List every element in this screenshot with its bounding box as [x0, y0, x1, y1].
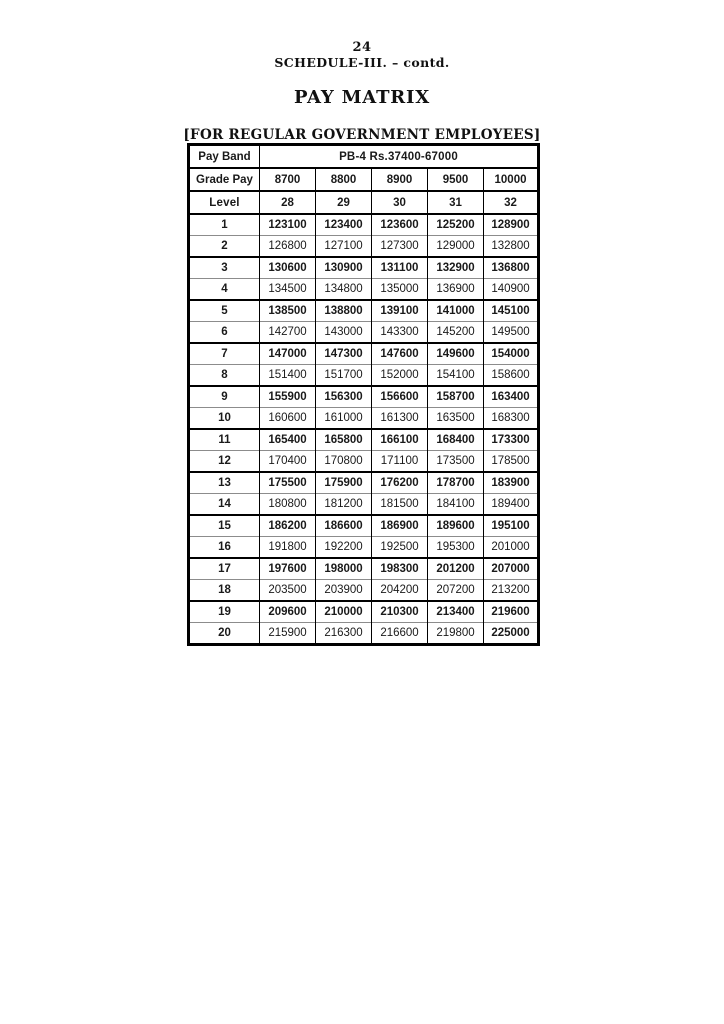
pay-value-cell: 201200 — [428, 558, 484, 580]
pay-value-cell: 195100 — [484, 515, 539, 537]
pay-matrix-data-row — [189, 343, 539, 365]
grade-pay-value-cell: 8800 — [316, 168, 372, 191]
pay-value-cell: 176200 — [372, 472, 428, 494]
document-header — [0, 40, 724, 143]
pay-value-cell: 173500 — [428, 451, 484, 473]
pay-value-cell: 175900 — [316, 472, 372, 494]
pay-value-cell: 161300 — [372, 408, 428, 430]
page-title: PAY MATRIX — [293, 87, 431, 108]
pay-value-cell: 192200 — [316, 537, 372, 559]
pay-value-cell: 210300 — [372, 601, 428, 623]
pay-value-cell: 175500 — [260, 472, 316, 494]
level-value-cell: 30 — [372, 191, 428, 214]
level-label-cell: Level — [189, 191, 260, 214]
pay-matrix-data-row — [189, 386, 539, 408]
pay-value-cell: 123600 — [372, 214, 428, 236]
row-index-cell: 19 — [189, 601, 260, 623]
page-subtitle: [FOR REGULAR GOVERNMENT EMPLOYEES] — [183, 127, 541, 143]
row-index-cell: 7 — [189, 343, 260, 365]
pay-band-row — [189, 145, 539, 169]
pay-value-cell: 134800 — [316, 279, 372, 301]
pay-value-cell: 168300 — [484, 408, 539, 430]
pay-value-cell: 123400 — [316, 214, 372, 236]
row-index-cell: 13 — [189, 472, 260, 494]
pay-value-cell: 192500 — [372, 537, 428, 559]
pay-value-cell: 130600 — [260, 257, 316, 279]
pay-value-cell: 219600 — [484, 601, 539, 623]
pay-value-cell: 189400 — [484, 494, 539, 516]
page-number: 24 — [352, 40, 372, 55]
row-index-cell: 5 — [189, 300, 260, 322]
pay-value-cell: 138500 — [260, 300, 316, 322]
pay-value-cell: 129000 — [428, 236, 484, 258]
row-index-cell: 4 — [189, 279, 260, 301]
row-index-cell: 9 — [189, 386, 260, 408]
pay-matrix-data-row — [189, 300, 539, 322]
pay-value-cell: 170800 — [316, 451, 372, 473]
pay-value-cell: 128900 — [484, 214, 539, 236]
pay-value-cell: 163500 — [428, 408, 484, 430]
pay-value-cell: 123100 — [260, 214, 316, 236]
pay-matrix-data-row — [189, 601, 539, 623]
schedule-heading: SCHEDULE-III. – contd. — [274, 55, 450, 70]
pay-value-cell: 186900 — [372, 515, 428, 537]
pay-value-cell: 166100 — [372, 429, 428, 451]
grade-pay-label-cell: Grade Pay — [189, 168, 260, 191]
pay-value-cell: 203900 — [316, 580, 372, 602]
pay-value-cell: 130900 — [316, 257, 372, 279]
pay-value-cell: 198300 — [372, 558, 428, 580]
pay-value-cell: 142700 — [260, 322, 316, 344]
pay-matrix-data-row — [189, 472, 539, 494]
pay-value-cell: 165800 — [316, 429, 372, 451]
row-index-cell: 10 — [189, 408, 260, 430]
pay-value-cell: 156600 — [372, 386, 428, 408]
pay-value-cell: 149600 — [428, 343, 484, 365]
pay-value-cell: 145200 — [428, 322, 484, 344]
pay-matrix-data-row — [189, 558, 539, 580]
pay-value-cell: 163400 — [484, 386, 539, 408]
pay-value-cell: 149500 — [484, 322, 539, 344]
row-index-cell: 6 — [189, 322, 260, 344]
pay-matrix-data-row — [189, 408, 539, 430]
pay-value-cell: 151700 — [316, 365, 372, 387]
row-index-cell: 14 — [189, 494, 260, 516]
grade-pay-value-cell: 10000 — [484, 168, 539, 191]
pay-matrix-data-row — [189, 236, 539, 258]
pay-value-cell: 161000 — [316, 408, 372, 430]
grade-pay-row — [189, 168, 539, 191]
row-index-cell: 12 — [189, 451, 260, 473]
pay-value-cell: 131100 — [372, 257, 428, 279]
pay-value-cell: 198000 — [316, 558, 372, 580]
pay-value-cell: 225000 — [484, 623, 539, 645]
pay-value-cell: 141000 — [428, 300, 484, 322]
pay-value-cell: 186200 — [260, 515, 316, 537]
pay-value-cell: 171100 — [372, 451, 428, 473]
pay-matrix-data-row — [189, 365, 539, 387]
pay-value-cell: 145100 — [484, 300, 539, 322]
pay-value-cell: 152000 — [372, 365, 428, 387]
pay-matrix-data-row — [189, 257, 539, 279]
pay-value-cell: 136800 — [484, 257, 539, 279]
pay-matrix-data-row — [189, 580, 539, 602]
pay-value-cell: 173300 — [484, 429, 539, 451]
pay-matrix-data-row — [189, 214, 539, 236]
row-index-cell: 11 — [189, 429, 260, 451]
pay-value-cell: 138800 — [316, 300, 372, 322]
pay-value-cell: 219800 — [428, 623, 484, 645]
pay-value-cell: 203500 — [260, 580, 316, 602]
pay-value-cell: 147600 — [372, 343, 428, 365]
pay-value-cell: 158600 — [484, 365, 539, 387]
pay-value-cell: 165400 — [260, 429, 316, 451]
pay-value-cell: 215900 — [260, 623, 316, 645]
pay-value-cell: 151400 — [260, 365, 316, 387]
pay-value-cell: 209600 — [260, 601, 316, 623]
pay-value-cell: 180800 — [260, 494, 316, 516]
pay-matrix-data-row — [189, 322, 539, 344]
pay-value-cell: 181200 — [316, 494, 372, 516]
pay-value-cell: 132800 — [484, 236, 539, 258]
pay-value-cell: 147300 — [316, 343, 372, 365]
grade-pay-value-cell: 9500 — [428, 168, 484, 191]
pay-value-cell: 181500 — [372, 494, 428, 516]
pay-value-cell: 184100 — [428, 494, 484, 516]
row-index-cell: 16 — [189, 537, 260, 559]
pay-value-cell: 127100 — [316, 236, 372, 258]
level-value-cell: 29 — [316, 191, 372, 214]
pay-matrix-data-row — [189, 537, 539, 559]
pay-value-cell: 197600 — [260, 558, 316, 580]
pay-band-value-cell: PB-4 Rs.37400-67000 — [260, 145, 539, 169]
pay-matrix-data-row — [189, 429, 539, 451]
pay-matrix-data-row — [189, 623, 539, 645]
pay-matrix-table — [187, 143, 540, 646]
row-index-cell: 15 — [189, 515, 260, 537]
pay-matrix-data-row — [189, 451, 539, 473]
row-index-cell: 2 — [189, 236, 260, 258]
pay-value-cell: 207000 — [484, 558, 539, 580]
pay-band-label-cell: Pay Band — [189, 145, 260, 169]
pay-value-cell: 158700 — [428, 386, 484, 408]
pay-value-cell: 210000 — [316, 601, 372, 623]
pay-value-cell: 126800 — [260, 236, 316, 258]
level-value-cell: 31 — [428, 191, 484, 214]
pay-value-cell: 207200 — [428, 580, 484, 602]
pay-value-cell: 189600 — [428, 515, 484, 537]
pay-value-cell: 155900 — [260, 386, 316, 408]
pay-value-cell: 191800 — [260, 537, 316, 559]
pay-value-cell: 125200 — [428, 214, 484, 236]
pay-value-cell: 143000 — [316, 322, 372, 344]
pay-value-cell: 135000 — [372, 279, 428, 301]
pay-value-cell: 183900 — [484, 472, 539, 494]
pay-matrix-data-row — [189, 279, 539, 301]
pay-value-cell: 154100 — [428, 365, 484, 387]
pay-value-cell: 170400 — [260, 451, 316, 473]
pay-value-cell: 143300 — [372, 322, 428, 344]
pay-value-cell: 178500 — [484, 451, 539, 473]
pay-value-cell: 204200 — [372, 580, 428, 602]
row-index-cell: 18 — [189, 580, 260, 602]
pay-value-cell: 213200 — [484, 580, 539, 602]
pay-value-cell: 160600 — [260, 408, 316, 430]
level-row — [189, 191, 539, 214]
pay-value-cell: 139100 — [372, 300, 428, 322]
pay-value-cell: 132900 — [428, 257, 484, 279]
level-value-cell: 28 — [260, 191, 316, 214]
pay-matrix-data-row — [189, 494, 539, 516]
pay-value-cell: 136900 — [428, 279, 484, 301]
pay-value-cell: 178700 — [428, 472, 484, 494]
pay-value-cell: 195300 — [428, 537, 484, 559]
grade-pay-value-cell: 8700 — [260, 168, 316, 191]
pay-value-cell: 154000 — [484, 343, 539, 365]
pay-value-cell: 134500 — [260, 279, 316, 301]
pay-value-cell: 216600 — [372, 623, 428, 645]
pay-value-cell: 213400 — [428, 601, 484, 623]
pay-value-cell: 147000 — [260, 343, 316, 365]
row-index-cell: 17 — [189, 558, 260, 580]
row-index-cell: 1 — [189, 214, 260, 236]
pay-value-cell: 140900 — [484, 279, 539, 301]
grade-pay-value-cell: 8900 — [372, 168, 428, 191]
level-value-cell: 32 — [484, 191, 539, 214]
row-index-cell: 20 — [189, 623, 260, 645]
pay-value-cell: 156300 — [316, 386, 372, 408]
pay-value-cell: 168400 — [428, 429, 484, 451]
row-index-cell: 8 — [189, 365, 260, 387]
pay-value-cell: 201000 — [484, 537, 539, 559]
pay-value-cell: 186600 — [316, 515, 372, 537]
row-index-cell: 3 — [189, 257, 260, 279]
pay-matrix-data-row — [189, 515, 539, 537]
pay-value-cell: 127300 — [372, 236, 428, 258]
pay-value-cell: 216300 — [316, 623, 372, 645]
